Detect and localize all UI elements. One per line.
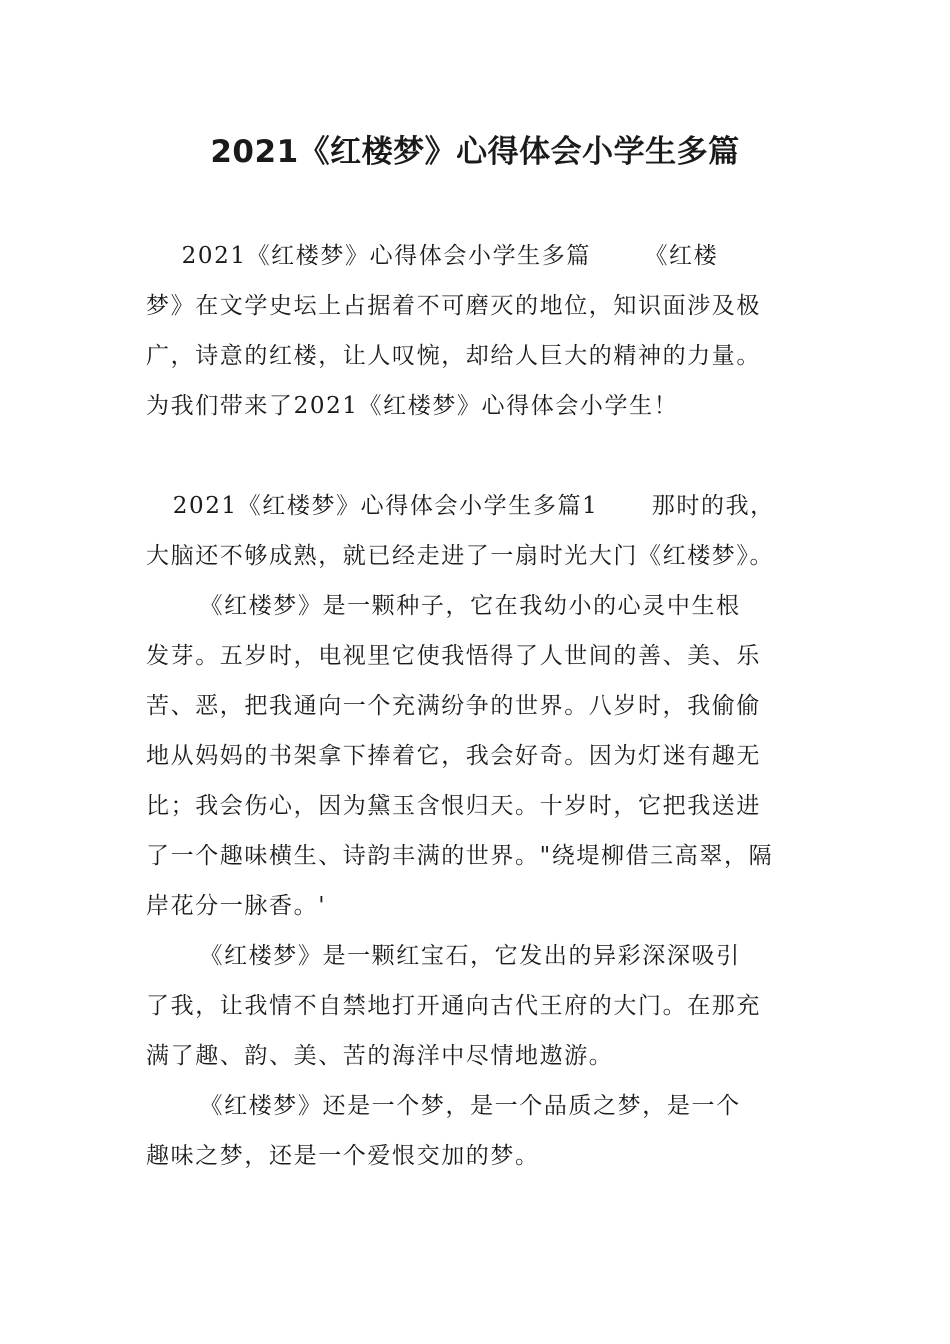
body-line: 了我，让我情不自禁地打开通向古代王府的大门。在那充	[146, 993, 761, 1019]
intro-line: 为我们带来了2021《红楼梦》心得体会小学生！	[146, 393, 679, 419]
body-line: 《红楼梦》是一颗种子，它在我幼小的心灵中生根	[146, 593, 741, 619]
body-line: 地从妈妈的书架拿下捧着它，我会好奇。因为灯迷有趣无	[146, 743, 761, 769]
body-line: 大脑还不够成熟，就已经走进了一扇时光大门《红楼梦》。	[146, 543, 775, 569]
body-line: 发芽。五岁时，电视里它使我悟得了人世间的善、美、乐	[146, 643, 761, 669]
section-heading-line: 2021《红楼梦》心得体会小学生多篇1 那时的我，	[146, 493, 775, 519]
intro-line: 2021《红楼梦》心得体会小学生多篇 《红楼	[146, 243, 719, 269]
body-line: 比；我会伤心，因为黛玉含恨归天。十岁时，它把我送进	[146, 793, 761, 819]
body-line: 满了趣、韵、美、苦的海洋中尽情地遨游。	[146, 1043, 614, 1069]
intro-line: 梦》在文学史坛上占据着不可磨灭的地位，知识面涉及极	[146, 293, 761, 319]
intro-line: 广，诗意的红楼，让人叹惋，却给人巨大的精神的力量。	[146, 343, 761, 369]
body-line: 岸花分一脉香。'	[146, 893, 327, 919]
body-line: 了一个趣味横生、诗韵丰满的世界。"绕堤柳借三高翠，隔	[146, 843, 774, 869]
body-line: 苦、恶，把我通向一个充满纷争的世界。八岁时，我偷偷	[146, 693, 761, 719]
body-line: 《红楼梦》是一颗红宝石，它发出的异彩深深吸引	[146, 943, 741, 969]
body-line: 《红楼梦》还是一个梦，是一个品质之梦，是一个	[146, 1093, 741, 1119]
body-line: 趣味之梦，还是一个爱恨交加的梦。	[146, 1143, 540, 1169]
document-title: 2021《红楼梦》心得体会小学生多篇	[210, 134, 740, 170]
